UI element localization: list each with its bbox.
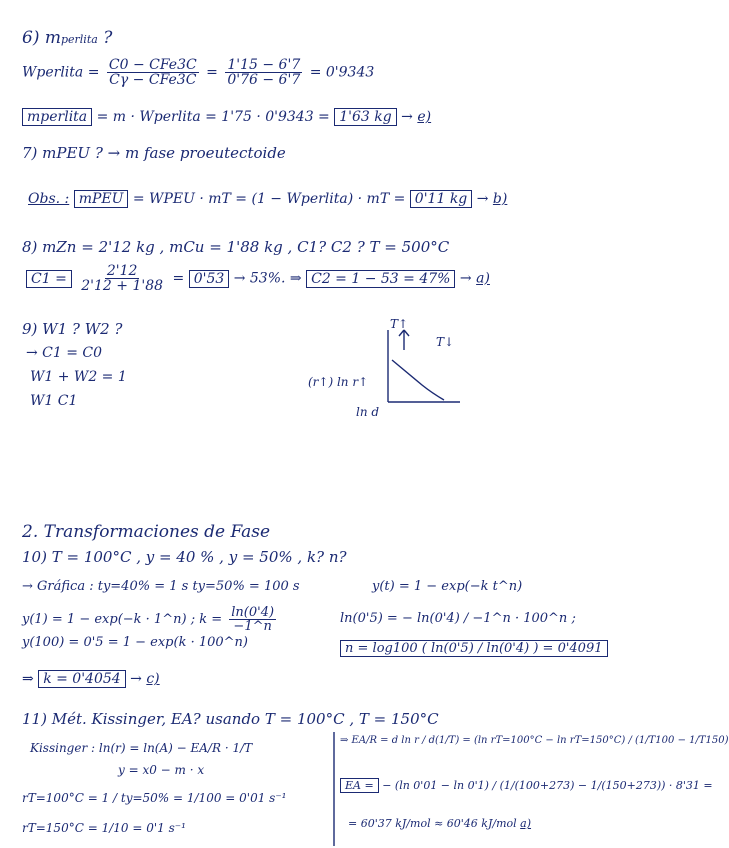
- q9-t-up-label: T↑: [390, 317, 409, 331]
- q9-t-down-label: T↓: [436, 335, 455, 349]
- q7-obs-line: Obs. : mPEU = WPEU · mT = (1 − Wperlita) · mT = 0'11 kg → b): [28, 191, 508, 207]
- q10-ln05: ln(0'5) = − ln(0'4) / −1^n · 100^n ;: [340, 611, 576, 626]
- q9-line2: W1 + W2 = 1: [30, 369, 127, 385]
- q6-answer: e): [417, 109, 432, 125]
- q6-w-formula: Wperlita = $\frac{\text{C0 − CFe3C}}{\text{Cγ − CFe3C}}$ = $\frac{1'15 - 6'7}{0'76 - 6'7}$ = 0'9343: [22, 57, 375, 88]
- q6-mass-label: mperlita: [22, 108, 92, 126]
- q7-obs-lhs: mPEU: [74, 190, 129, 208]
- q7-title: 7) mPEU ? → m fase proeutectoide: [22, 144, 286, 162]
- q7-obs-result: 0'11 kg: [410, 190, 472, 208]
- q6-mass-line: mperlita = m · Wperlita = 1'75 · 0'9343 = 1'63 kg → e): [22, 110, 431, 124]
- q6-mass-result: 1'63 kg: [334, 108, 396, 126]
- q10-eq1: y(1) = 1 − exp(−k · 1^n) ; k = $\frac{\ln(0'4)}{-1\^{}n}$: [22, 605, 275, 634]
- q10-graph-line: → Gráfica : ty=40% = 1 s ty=50% = 100 s: [22, 579, 300, 594]
- q9-axis-x-label: ln d: [356, 405, 380, 419]
- q8-answer: a): [476, 270, 490, 287]
- q11-rhs1: ⇒ EA/R = d ln r / d(1/T) = (ln rT=100°C − ln rT=150°C) / (1/T100 − 1/T150): [340, 735, 729, 746]
- q11-kissinger: Kissinger : ln(r) = ln(A) − EA/R · 1/T: [30, 741, 253, 755]
- q6-title: 6) mperlita ?: [22, 28, 113, 48]
- q8-c1-result: 0'53: [189, 270, 230, 288]
- q10-title: 10) T = 100°C , y = 40 % , y = 50% , k? n?: [22, 548, 347, 566]
- q11-rhs2: EA = − (ln 0'01 − ln 0'1) / (1/(100+273) − 1/(150+273)) · 8'31 =: [340, 780, 713, 791]
- q11-r150: rT=150°C = 1/10 = 0'1 s⁻¹: [22, 821, 186, 835]
- q11-rhs3: = 60'37 kJ/mol ≈ 60'46 kJ/mol a): [348, 817, 532, 830]
- q8-c1-line: C1 = $\frac{2'12}{2'12 + 1'88}$ = 0'53 → 53%. ⇒ C2 = 1 − 53 = 47% → a): [26, 264, 490, 293]
- q9-line3: W1 C1: [30, 393, 78, 409]
- q10-avrami: y(t) = 1 − exp(−k t^n): [372, 579, 523, 594]
- q9-line1: → C1 = C0: [26, 345, 103, 361]
- q8-c2-result: C2 = 1 − 53 = 47%: [306, 270, 455, 288]
- q7-answer: b): [492, 191, 508, 207]
- q11-title: 11) Mét. Kissinger, EA? usando T = 100°C , T = 150°C: [22, 710, 439, 728]
- q9-axis-y-label: (r↑) ln r↑: [308, 375, 369, 389]
- q11-r100: rT=100°C = 1 / ty=50% = 1/100 = 0'01 s⁻¹: [22, 791, 287, 805]
- section-2-title: 2. Transformaciones de Fase: [22, 522, 271, 542]
- q10-n-result: n = log100 ( ln(0'5) / ln(0'4) ) = 0'4091: [340, 642, 608, 655]
- q10-eq2: y(100) = 0'5 = 1 − exp(k · 100^n): [22, 635, 249, 650]
- q11-linear-form: y = x0 − m · x: [118, 763, 205, 777]
- q9-title: 9) W1 ? W2 ?: [22, 320, 123, 338]
- q11-answer: a): [520, 817, 532, 830]
- q10-k-result: ⇒ k = 0'4054 → c): [22, 671, 160, 687]
- q10-answer: c): [146, 671, 160, 687]
- q8-title: 8) mZn = 2'12 kg , mCu = 1'88 kg , C1? C2 ? T = 500°C: [22, 238, 450, 256]
